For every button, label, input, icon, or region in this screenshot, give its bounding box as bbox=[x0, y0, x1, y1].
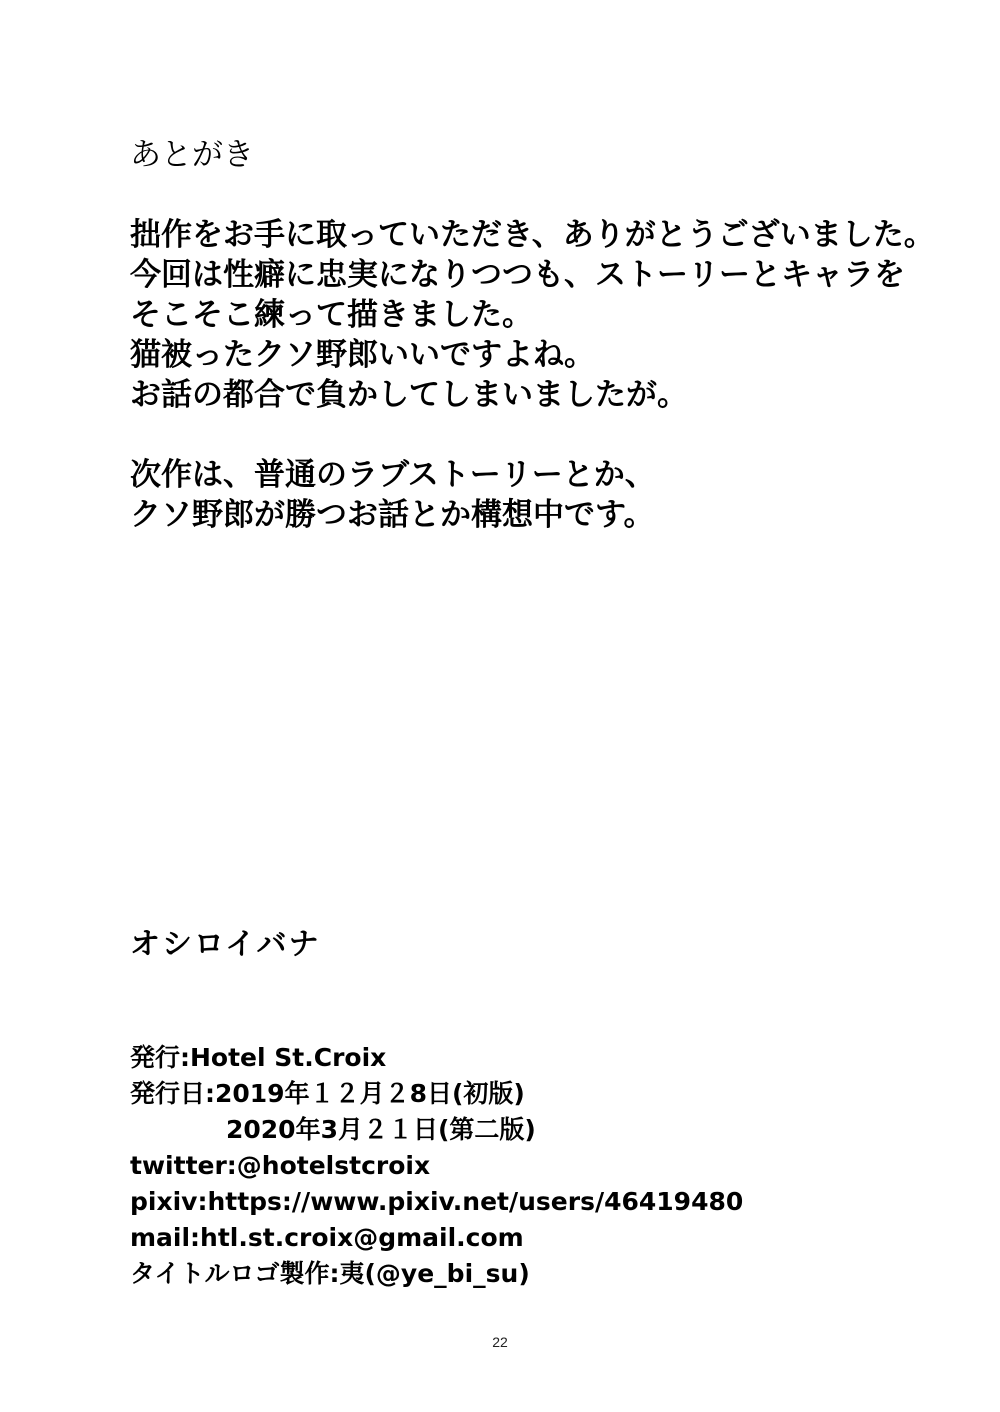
afterword-line: そこそこ練って描きました。 bbox=[130, 297, 533, 333]
afterword-line: 次作は、普通のラブストーリーとか、 bbox=[130, 457, 656, 493]
twitter-line: twitter:@hotelstcroix bbox=[130, 1151, 431, 1180]
page-number: 22 bbox=[492, 1334, 508, 1350]
afterword-section bbox=[130, 135, 950, 535]
publish-date-second: 2020年3月２１日(第二版) bbox=[226, 1115, 536, 1144]
afterword-line: 拙作をお手に取っていただき、ありがとうございました。 bbox=[130, 217, 935, 253]
pixiv-line: pixiv:https://www.pixiv.net/users/46419480 bbox=[130, 1187, 744, 1216]
publish-date-first: 発行日:2019年１２月２8日(初版) bbox=[130, 1079, 525, 1108]
afterword-line: お話の都合で負かしてしまいましたが。 bbox=[130, 377, 688, 413]
paragraph-gap bbox=[130, 175, 950, 215]
publisher-line: 発行:Hotel St.Croix bbox=[130, 1043, 387, 1072]
book-title: オシロイバナ bbox=[130, 927, 321, 962]
afterword-line: 猫被ったクソ野郎いいですよね。 bbox=[130, 337, 595, 373]
logo-credit-line: タイトルロゴ製作:夷(@ye_bi_su) bbox=[130, 1259, 530, 1288]
afterword-heading: あとがき bbox=[130, 137, 254, 173]
mail-line: mail:htl.st.croix@gmail.com bbox=[130, 1223, 524, 1252]
afterword-line: クソ野郎が勝つお話とか構想中です。 bbox=[130, 497, 655, 533]
afterword-line: 今回は性癖に忠実になりつつも、ストーリーとキャラを bbox=[130, 257, 905, 293]
colophon bbox=[130, 1040, 970, 1292]
paragraph-gap bbox=[130, 415, 950, 455]
